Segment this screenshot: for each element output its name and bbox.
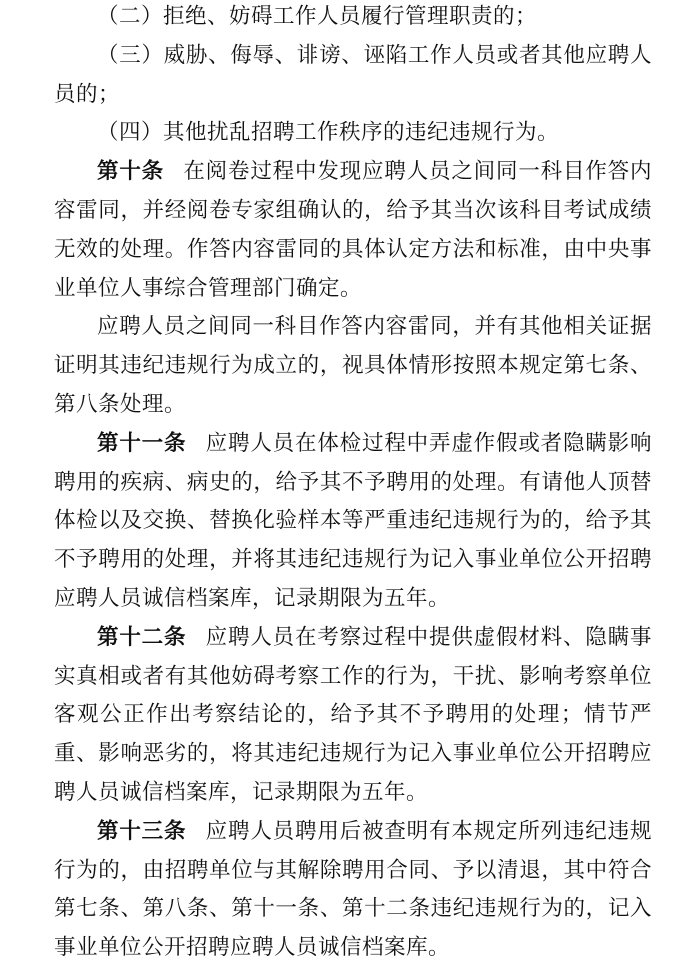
article-10 — [54, 153, 652, 308]
article-10-paragraph-2 — [54, 308, 652, 424]
article-text: 应聘人员在体检过程中弄虚作假或者隐瞒影响聘用的疾病、病史的，给予其不予聘用的处理。有请他人顶替体检以及交换、替换化验样本等严重违纪违规行为的，给予其不予聘用的处理，并将其违纪违规行为记入事业单位公开招聘应聘人员诚信档案库，记录期限为五年。 — [54, 430, 652, 611]
clause-text: （四）其他扰乱招聘工作秩序的违纪违规行为。 — [97, 120, 560, 146]
article-title: 第十条 — [97, 159, 164, 185]
clause-2 — [54, 0, 652, 37]
clause-text: （二）拒绝、妨碍工作人员履行管理职责的； — [97, 4, 538, 29]
article-text: 在阅卷过程中发现应聘人员之间同一科目作答内容雷同，并经阅卷专家组确认的，给予其当次该科目考试成绩无效的处理。作答内容雷同的具体认定方法和标准，由中央事业单位人事综合管理部门确定。 — [54, 159, 652, 301]
article-text: 应聘人员在考察过程中提供虚假材料、隐瞒事实真相或者有其他妨碍考察工作的行为，干扰、影响考察单位客观公正作出考察结论的，给予其不予聘用的处理；情节严重、影响恶劣的，将其违纪违规行为记入事业单位公开招聘应聘人员诚信档案库，记录期限为五年。 — [54, 624, 652, 805]
article-text: 应聘人员聘用后被查明有本规定所列违纪违规行为的，由招聘单位与其解除聘用合同、予以清退，其中符合第七条、第八条、第十一条、第十二条违纪违规行为的，记入事业单位公开招聘应聘人员诚信档案库。 — [54, 818, 652, 961]
article-title: 第十二条 — [97, 624, 187, 650]
document-body — [54, 0, 652, 968]
clause-3 — [54, 37, 652, 115]
clause-text: （三）威胁、侮辱、诽谤、诬陷工作人员或者其他应聘人员的； — [54, 42, 652, 107]
clause-4 — [54, 114, 652, 153]
article-13 — [54, 813, 652, 968]
article-11 — [54, 425, 652, 619]
article-title: 第十一条 — [97, 430, 187, 456]
article-text: 应聘人员之间同一科目作答内容雷同，并有其他相关证据证明其违纪违规行为成立的，视具体情形按照本规定第七条、第八条处理。 — [54, 314, 652, 417]
article-title: 第十三条 — [97, 818, 187, 844]
article-12 — [54, 619, 652, 813]
